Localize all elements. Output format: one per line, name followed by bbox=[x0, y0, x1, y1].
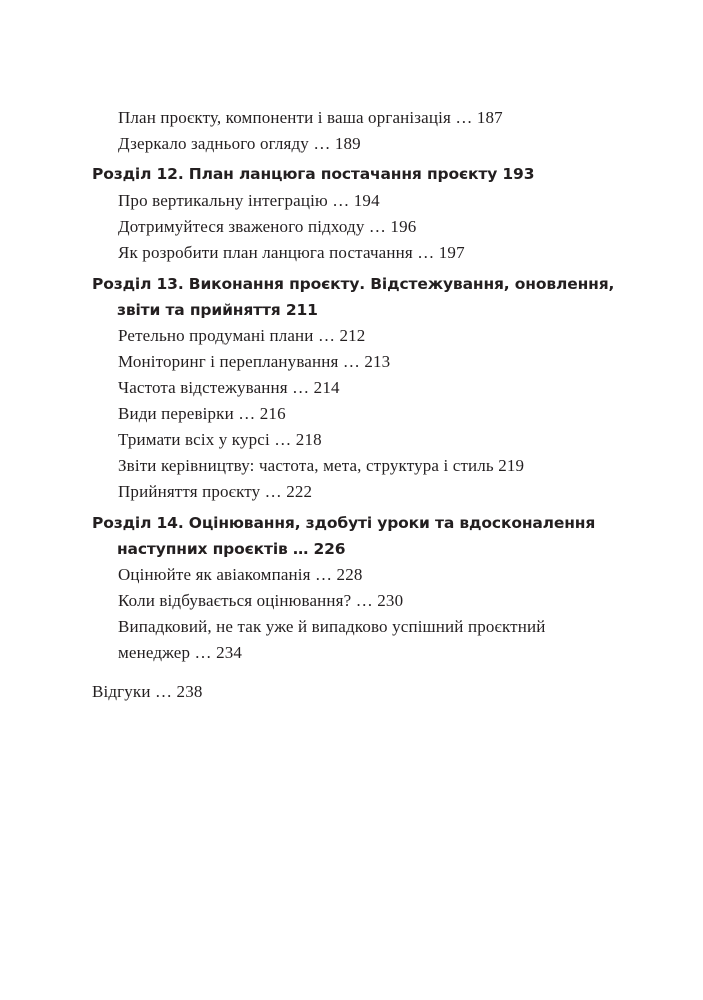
toc-entry: Коли відбувається оцінювання? … 230 bbox=[118, 591, 404, 610]
toc-entry: Звіти керівництву: частота, мета, структура і стиль 219 bbox=[118, 456, 525, 475]
toc-entry: План проєкту, компоненти і ваша організація … 187 bbox=[118, 108, 503, 127]
toc-entry-feedback: Відгуки … 238 bbox=[92, 682, 203, 701]
toc-entry: Оцінюйте як авіакомпанія … 228 bbox=[118, 565, 363, 584]
toc-entry: Види перевірки … 216 bbox=[118, 404, 286, 423]
toc-entry-line-2: менеджер … 234 bbox=[118, 643, 243, 662]
toc-entry: Про вертикальну інтеграцію … 194 bbox=[118, 191, 380, 210]
toc-chapter-13-line-1: Розділ 13. Виконання проєкту. Відстежування, оновлення, bbox=[92, 275, 615, 293]
toc-entry: Прийняття проєкту … 222 bbox=[118, 482, 313, 501]
toc-entry: Тримати всіх у курсі … 218 bbox=[118, 430, 322, 449]
toc-entry: Дзеркало заднього огляду … 189 bbox=[118, 134, 361, 153]
toc-entry: Ретельно продумані плани … 212 bbox=[118, 326, 366, 345]
toc-chapter-13 bbox=[92, 271, 614, 323]
toc-chapter-13-line-2: звіти та прийняття 211 bbox=[117, 301, 318, 319]
toc-chapter-14-line-1: Розділ 14. Оцінювання, здобуті уроки та вдосконалення bbox=[92, 514, 596, 532]
toc-entry: Моніторинг і перепланування … 213 bbox=[118, 352, 391, 371]
toc-entry: Частота відстежування … 214 bbox=[118, 378, 340, 397]
toc-entry-line-1: Випадковий, не так уже й випадково успішний проєктний bbox=[118, 617, 546, 636]
toc-entry: Дотримуйтеся зваженого підходу … 196 bbox=[118, 217, 417, 236]
toc-chapter-12: Розділ 12. План ланцюга постачання проєкту 193 bbox=[92, 165, 535, 183]
toc-chapter-14-line-2: наступних проєктів … 226 bbox=[117, 540, 346, 558]
toc-entry: Як розробити план ланцюга постачання … 197 bbox=[118, 243, 465, 262]
toc-chapter-14 bbox=[92, 510, 595, 562]
